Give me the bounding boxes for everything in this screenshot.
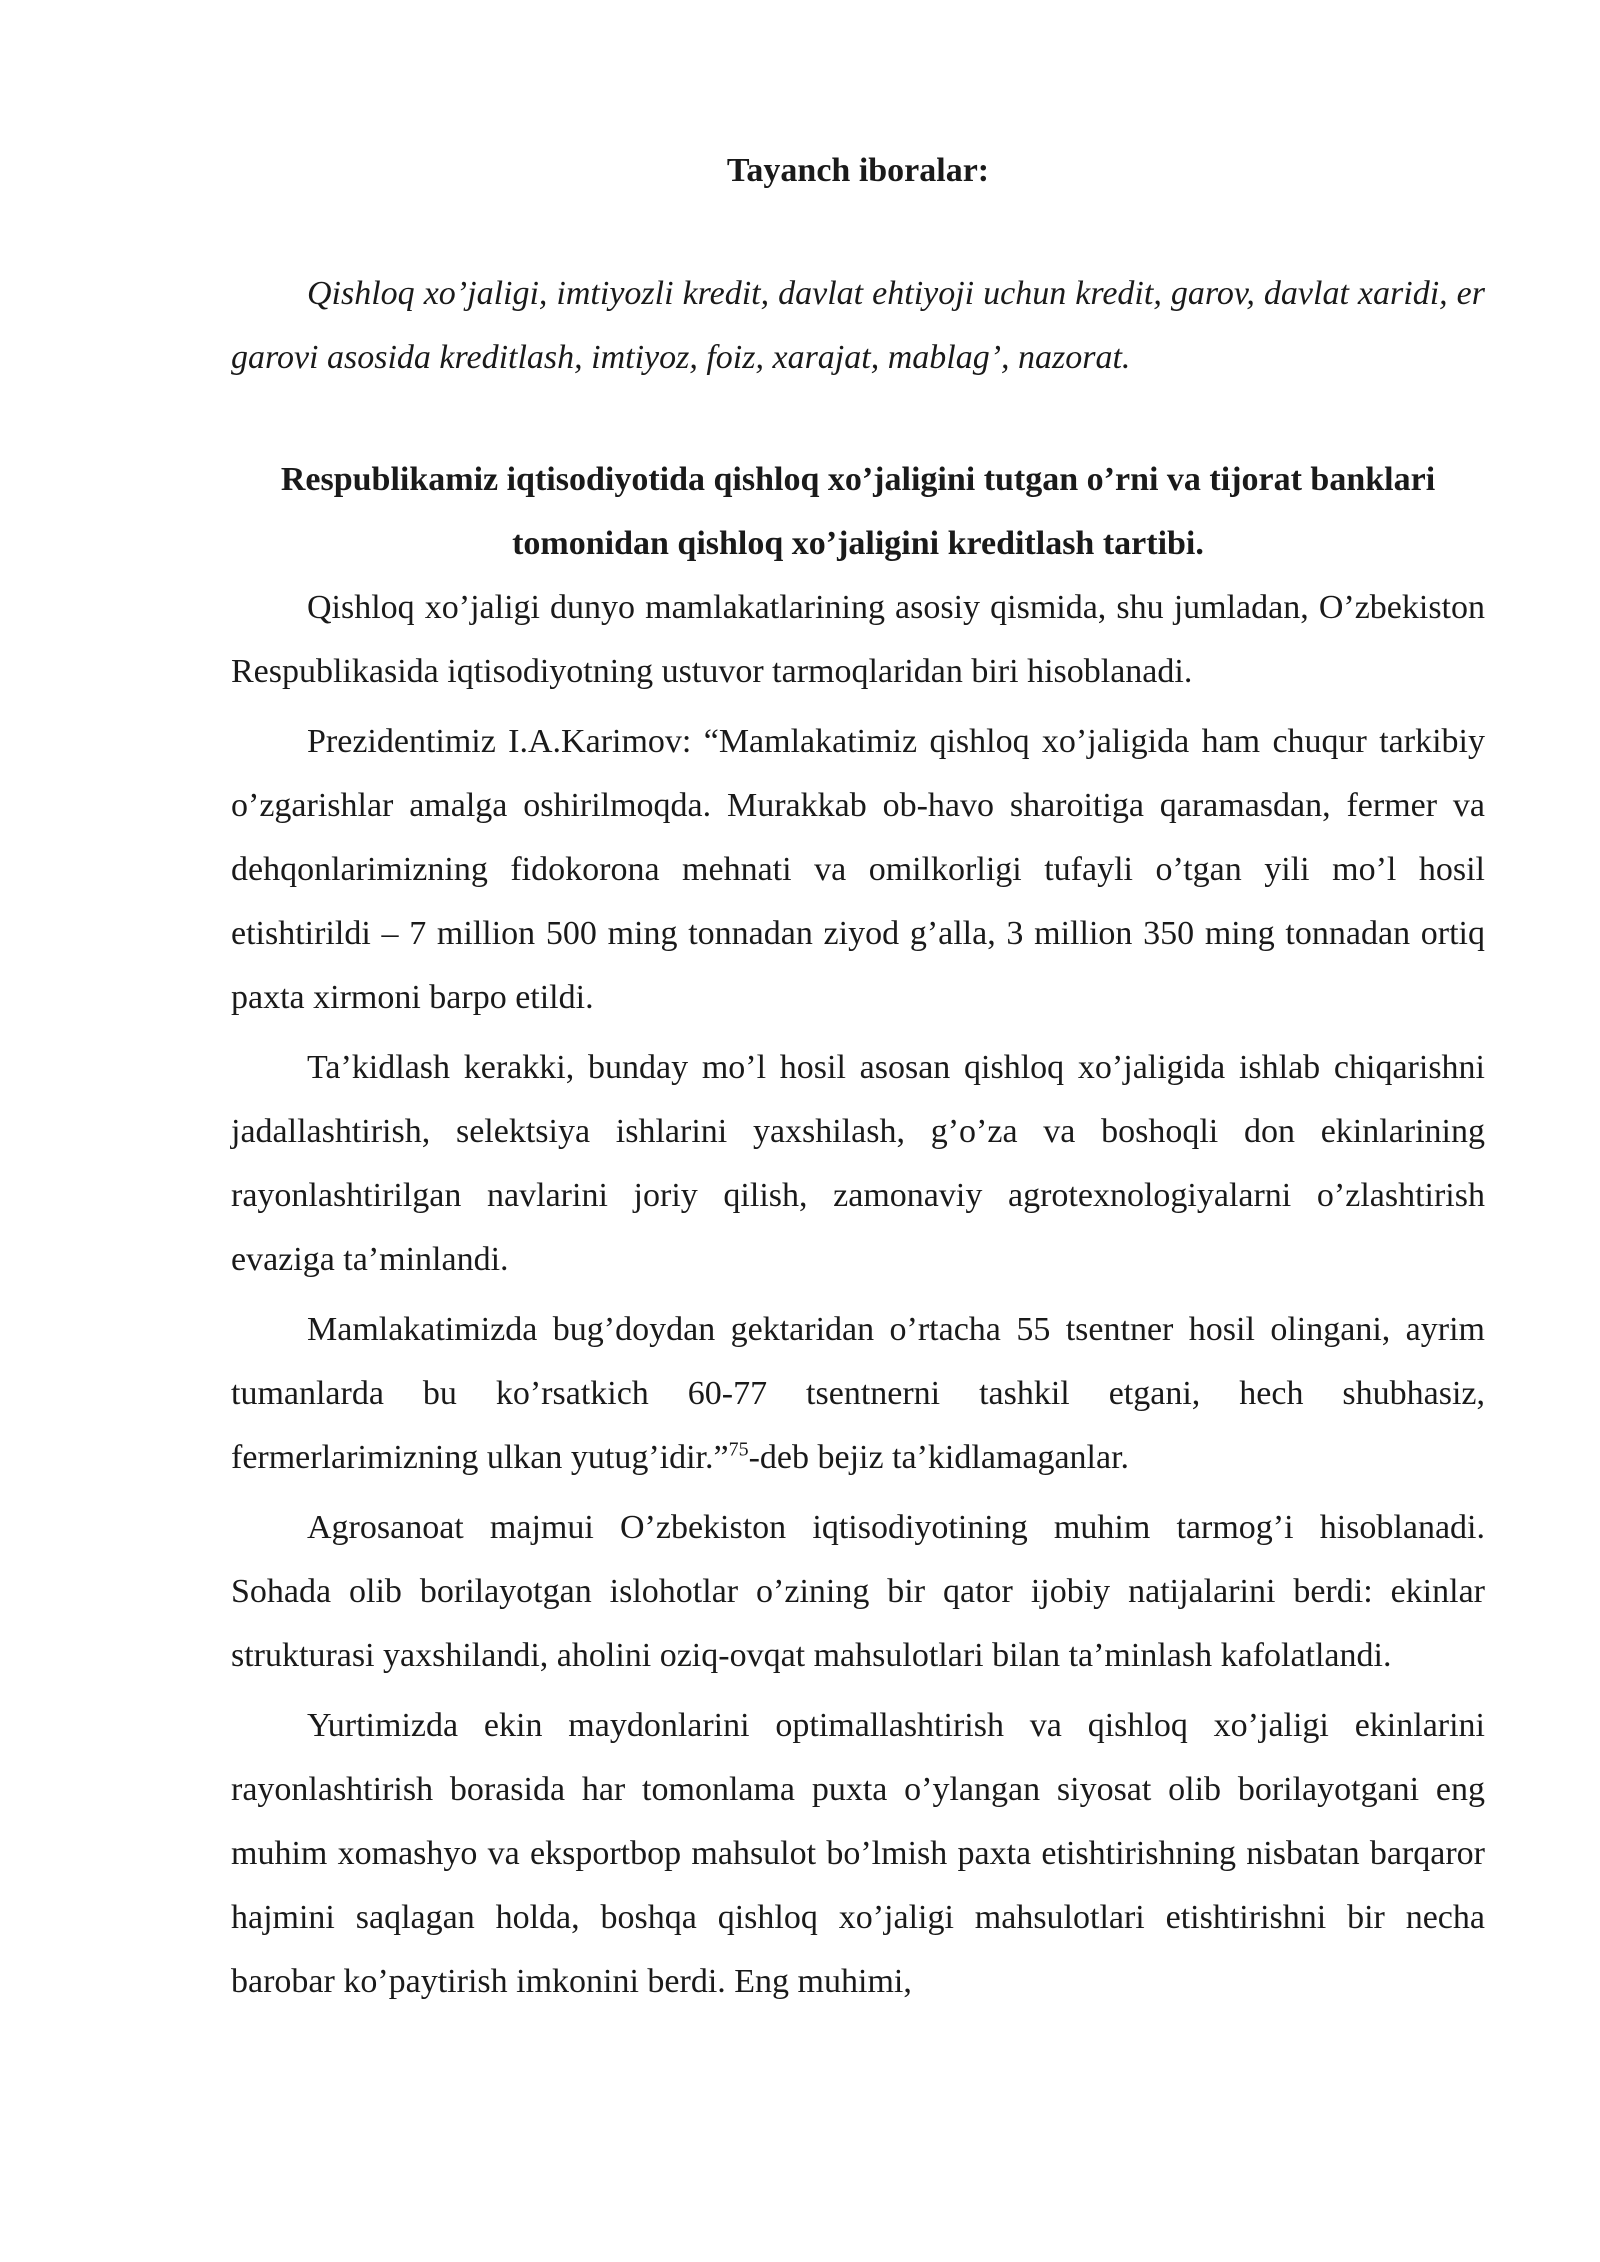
paragraph-5: Agrosanoat majmui O’zbekiston iqtisodiyotining muhim tarmog’i hisoblanadi. Sohada olib borilayotgan islohotlar o’zining bir qator ijobiy natijalarini berdi: ekinlar strukturasi yaxshilandi, aholini oziq-ovqat mahsulotlari bilan ta’minlash kafolatlandi. [231,1509,1485,1674]
footnote-reference[interactable]: 75 [728,1438,749,1461]
paragraph-1: Qishloq xo’jaligi dunyo mamlakatlarining asosiy qismida, shu jumladan, O’zbekiston Respublikasida iqtisodiyotning ustuvor tarmoqlaridan biri hisoblanadi. [231,589,1485,690]
paragraph-4-text: Mamlakatimizda bug’doydan gektaridan o’rtacha 55 tsentner hosil olingani, ayrim tumanlarda bu ko’rsatkich 60-77 tsentnerni tashkil etgani, hech shubhasiz, fermerlarimizning ulkan yutug’idir.” [231,1311,1485,1476]
section-title-line-1: Respublikamiz iqtisodiyotida qishloq xo’jaligini tutgan o’rni va tijorat banklari [280,461,1436,498]
paragraph-6: Yurtimizda ekin maydonlarini optimallashtirish va qishloq xo’jaligi ekinlarini rayonlashtirish borasida har tomonlama puxta o’ylangan siyosat olib borilayotgani eng muhim xomashyo va eksportbop mahsulot bo’lmish paxta etishtirishning nisbatan barqaror hajmini saqlagan holda, boshqa qishloq xo’jaligi mahsulotlari etishtirishni bir necha barobar ko’paytirish imkonini berdi. Eng muhimi, [231,1707,1485,2000]
paragraph-4-tail: -deb bejiz ta’kidlamaganlar. [748,1439,1130,1476]
document-body [231,150,1485,2014]
section-title-line-2: tomonidan qishloq xo’jaligini kreditlash tartibi. [512,525,1204,562]
paragraph-3: Ta’kidlash kerakki, bunday mo’l hosil asosan qishloq xo’jaligida ishlab chiqarishni jadallashtirish, selektsiya ishlarini yaxshilash, g’o’za va boshoqli don ekinlarining rayonlashtirilgan navlarini joriy qilish, zamonaviy agrotexnologiyalarni o’zlashtirish evaziga ta’minlandi. [231,1049,1485,1278]
keywords-paragraph: Qishloq xo’jaligi, imtiyozli kredit, davlat ehtiyoji uchun kredit, garov, davlat xaridi, er garovi asosida kreditlash, imtiyoz, foiz, xarajat, mablag’, nazorat. [231,275,1485,376]
section-title [231,448,1485,576]
paragraph-4 [231,1298,1485,1490]
page-heading: Tayanch iboralar: [726,152,990,189]
paragraph-2: Prezidentimiz I.A.Karimov: “Mamlakatimiz qishloq xo’jaligida ham chuqur tarkibiy o’zgarishlar amalga oshirilmoqda. Murakkab ob-havo sharoitiga qaramasdan, fermer va dehqonlarimizning fidokorona mehnati va omilkorligi tufayli o’tgan yili mo’l hosil etishtirildi – 7 million 500 ming tonnadan ziyod g’alla, 3 million 350 ming tonnadan ortiq paxta xirmoni barpo etildi. [231,723,1485,1016]
